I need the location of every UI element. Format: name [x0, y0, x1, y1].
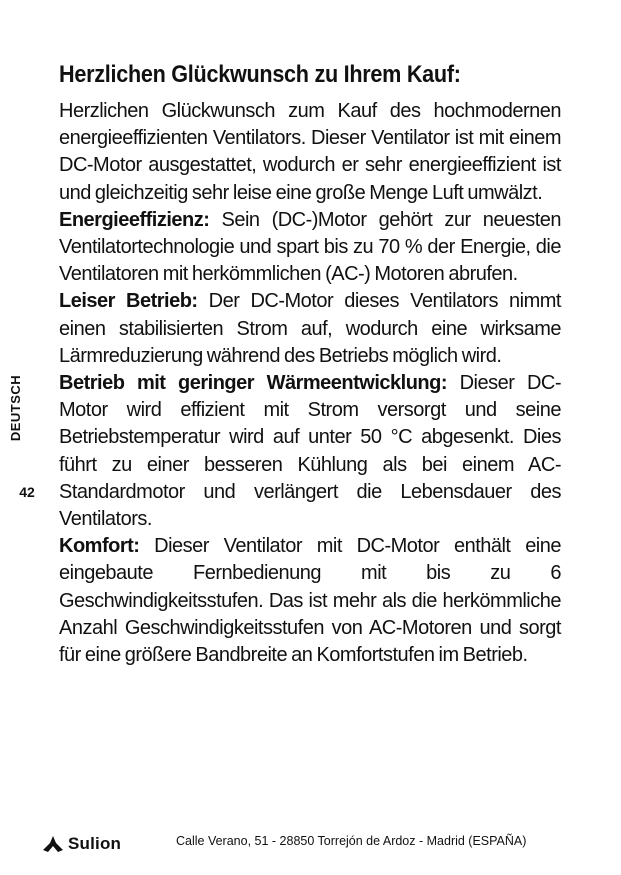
section-text: Dieser Ventilator mit DC-Motor enthält eine eingebaute Fernbedienung mit bis zu 6 Geschwindigkeitsstufen. Das ist mehr als die herkömmliche Anzahl Geschwindigkeitsstufen von AC-Motoren und sorgt für eine größere Bandbreite an Komfortstufen im Betrieb.	[59, 535, 561, 667]
page-title: Herzlichen Glückwunsch zu Ihrem Kauf:	[59, 61, 461, 88]
intro-paragraph: Herzlichen Glückwunsch zum Kauf des hochmodernen energieeffizienten Ventilators. Dieser Ventilator ist mit einem DC-Motor ausgestattet, wodurch er sehr energieeffizient ist und gleichzeitig sehr leise eine große Menge Luft umwälzt.	[59, 100, 561, 204]
document-body	[59, 58, 561, 669]
section-heading: Energieeffizienz:	[59, 208, 210, 231]
section-heading: Komfort:	[59, 535, 140, 558]
section-comfort	[59, 533, 561, 669]
company-address: Calle Verano, 51 - 28850 Torrejón de Ardoz - Madrid (ESPAÑA)	[176, 834, 527, 848]
section-heading: Betrieb mit geringer Wärmeentwicklung:	[59, 372, 448, 395]
brand-logo	[42, 833, 121, 855]
section-energy-efficiency	[59, 207, 561, 289]
section-low-heat	[59, 370, 561, 533]
section-text: Dieser DC-Motor wird effizient mit Strom versorgt und seine Betriebstemperatur wird auf unter 50 °C abgesenkt. Dies führt zu einer besseren Kühlung als bei einem AC-Standardmotor und verlängert die Lebensdauer des Ventilators.	[59, 372, 561, 531]
page-number: 42	[19, 484, 35, 500]
footer	[0, 826, 621, 866]
section-text: Der DC-Motor dieses Ventilators nimmt einen stabilisierten Strom auf, wodurch eine wirksame Lärmreduzierung während des Betriebs möglich wird.	[59, 290, 561, 367]
brand-name: Sulion	[68, 834, 122, 853]
sulion-logo-icon	[42, 835, 64, 853]
language-label: DEUTSCH	[8, 374, 23, 442]
section-text: Sein (DC-)Motor gehört zur neuesten Ventilatortechnologie und spart bis zu 70 % der Energie, die Ventilatoren mit herkömmlichen (AC-) Motoren abrufen.	[59, 208, 561, 286]
section-quiet-operation	[59, 288, 561, 370]
section-heading: Leiser Betrieb:	[59, 290, 198, 313]
